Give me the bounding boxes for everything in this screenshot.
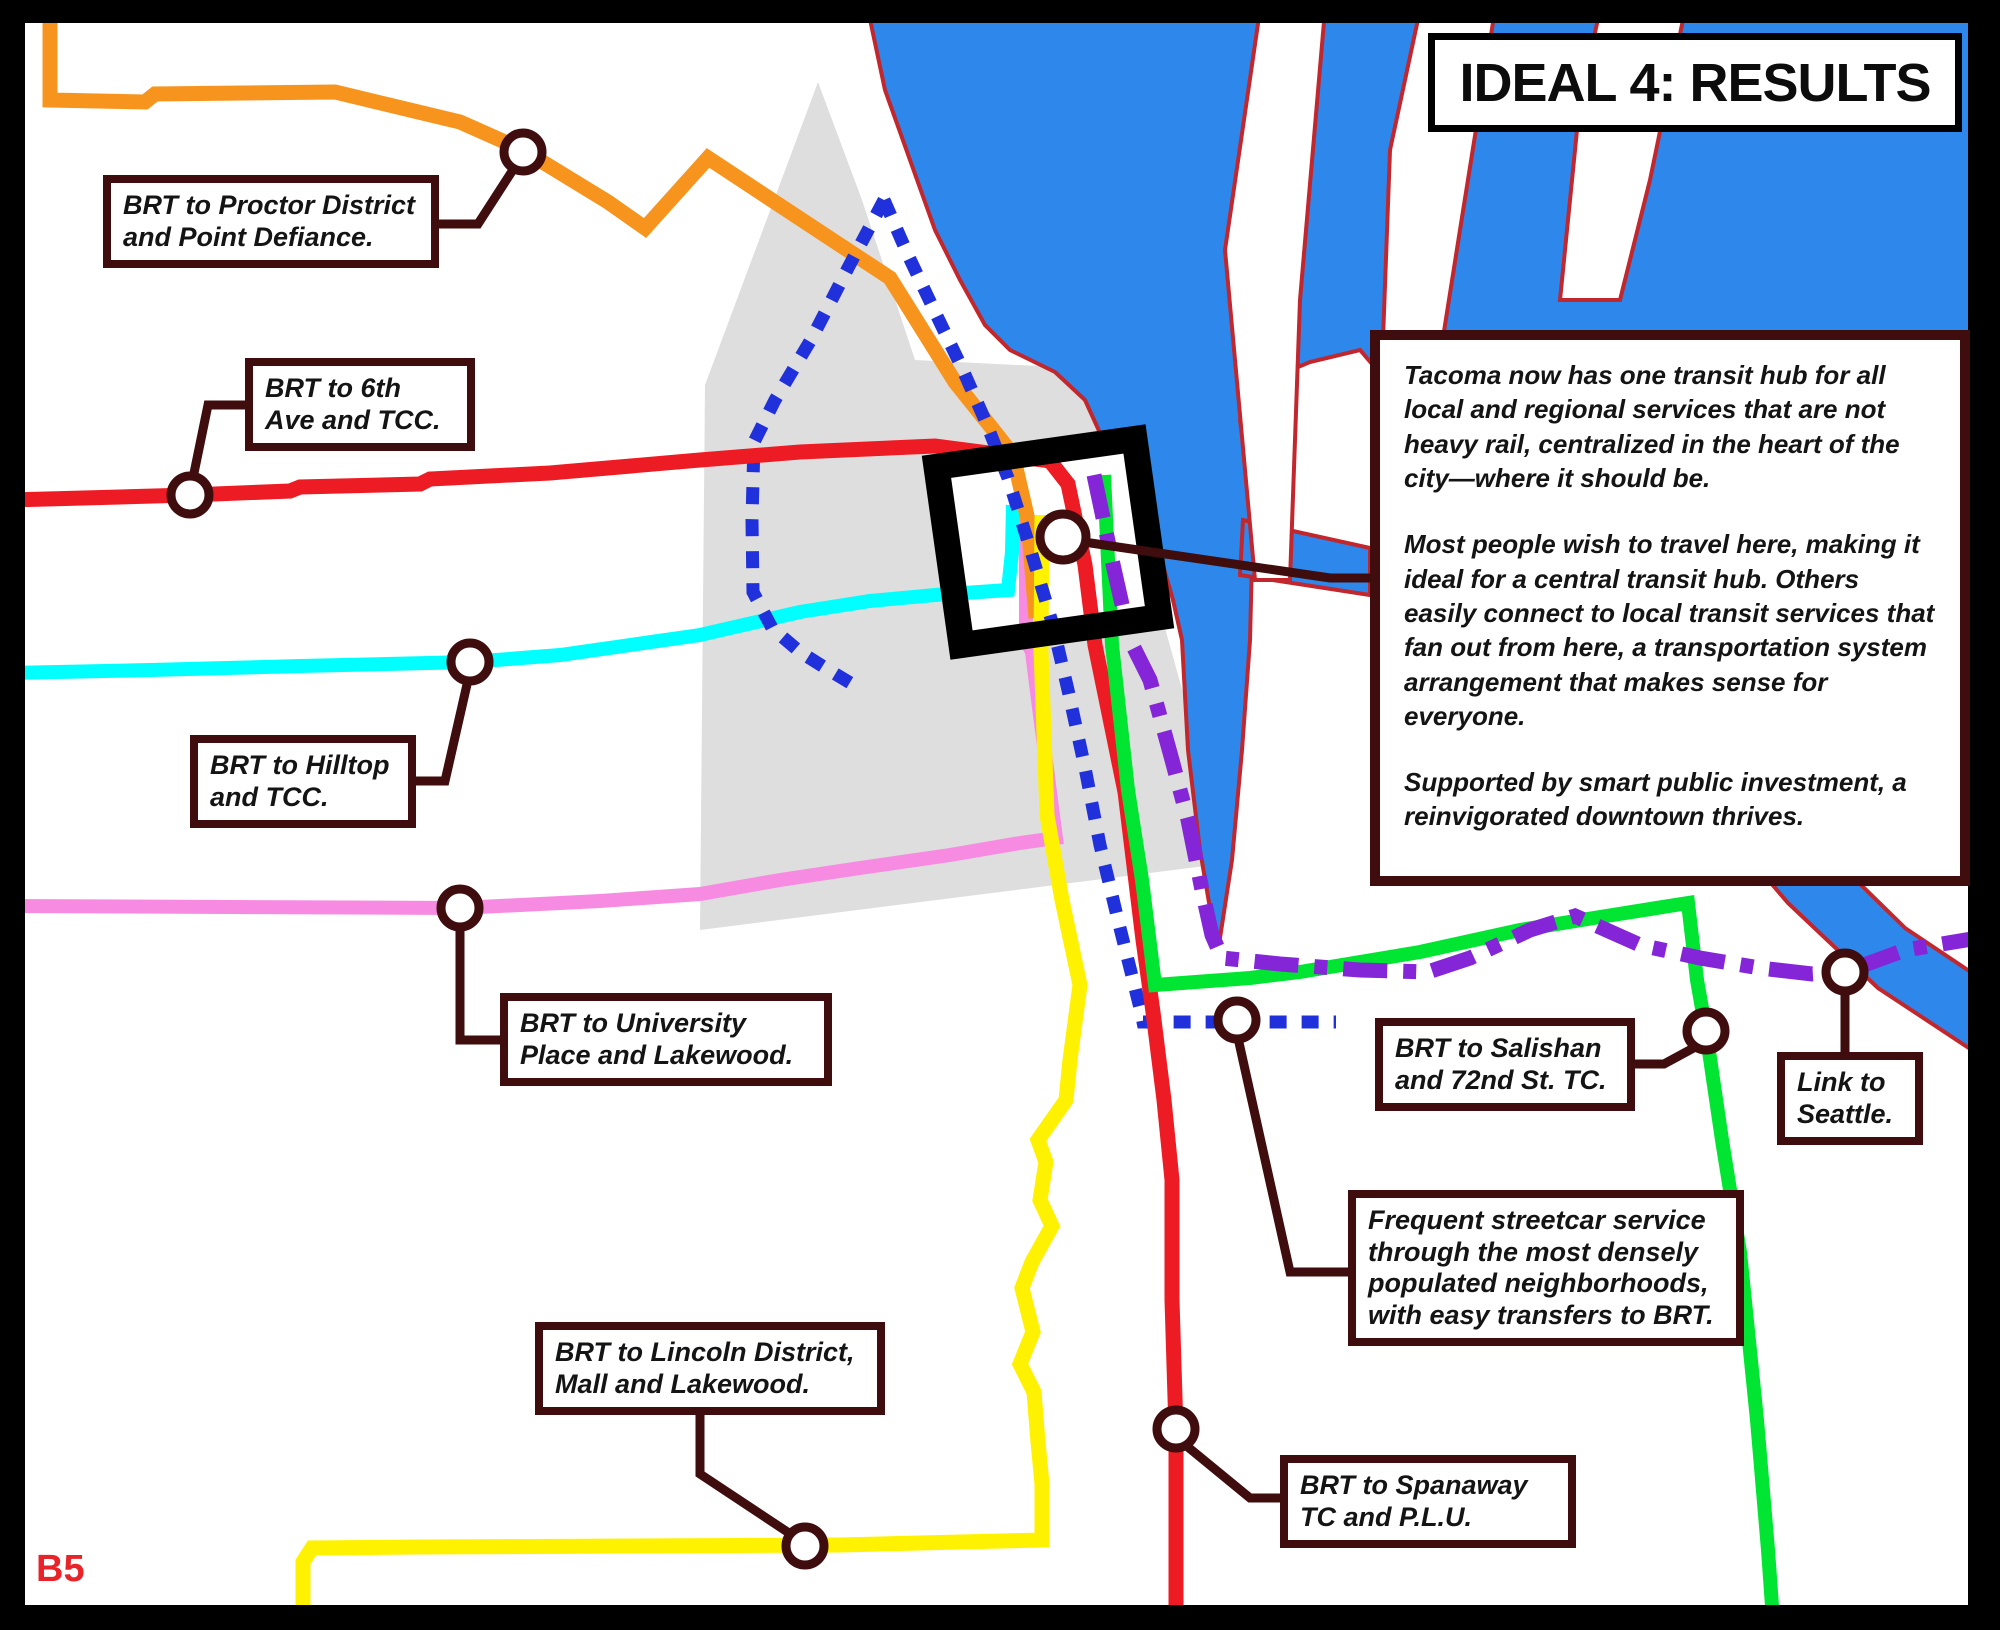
hub-info-paragraph-3: Supported by smart public investment, a reinvigorated downtown thrives. xyxy=(1404,767,1907,832)
station-spanaway xyxy=(1157,1410,1195,1448)
label-salishan: BRT to Salishan and 72nd St. TC. xyxy=(1375,1018,1635,1111)
station-proctor xyxy=(504,133,542,171)
label-university-place: BRT to University Place and Lakewood. xyxy=(500,993,832,1086)
frame-bottom xyxy=(0,1605,2000,1630)
map-title: IDEAL 4: RESULTS xyxy=(1428,33,1962,132)
label-6th-ave: BRT to 6th Ave and TCC. xyxy=(245,358,475,451)
hub-info-paragraph-1: Tacoma now has one transit hub for all local and regional services that are not heavy rail, centralized in the heart of the city—where it should be. xyxy=(1404,360,1900,493)
page-code: B5 xyxy=(36,1548,85,1590)
hub-info-box xyxy=(1370,330,1970,886)
station-streetcar xyxy=(1218,1001,1256,1039)
hub-info-paragraph-2: Most people wish to travel here, making it ideal for a central transit hub. Others easily connect to local transit services that fan out from here, a transportation system arrangement that makes sense for everyone. xyxy=(1404,529,1935,731)
label-spanaway: BRT to Spanaway TC and P.L.U. xyxy=(1280,1455,1576,1548)
station-university-place xyxy=(441,889,479,927)
station-6th-ave xyxy=(171,476,209,514)
station-link-seattle xyxy=(1826,953,1864,991)
station-central-hub xyxy=(1040,514,1086,560)
station-salishan xyxy=(1687,1012,1725,1050)
station-hilltop xyxy=(451,643,489,681)
frame-right xyxy=(1968,0,2000,1630)
label-link-seattle: Link to Seattle. xyxy=(1777,1052,1923,1145)
label-streetcar: Frequent streetcar service through the most densely populated neighborhoods, with easy transfers to BRT. xyxy=(1348,1190,1744,1346)
label-lincoln: BRT to Lincoln District, Mall and Lakewood. xyxy=(535,1322,885,1415)
frame-top xyxy=(0,0,2000,23)
label-hilltop: BRT to Hilltop and TCC. xyxy=(190,735,416,828)
station-lincoln xyxy=(786,1527,824,1565)
frame-left xyxy=(0,0,25,1630)
label-proctor: BRT to Proctor District and Point Defiance. xyxy=(103,175,439,268)
